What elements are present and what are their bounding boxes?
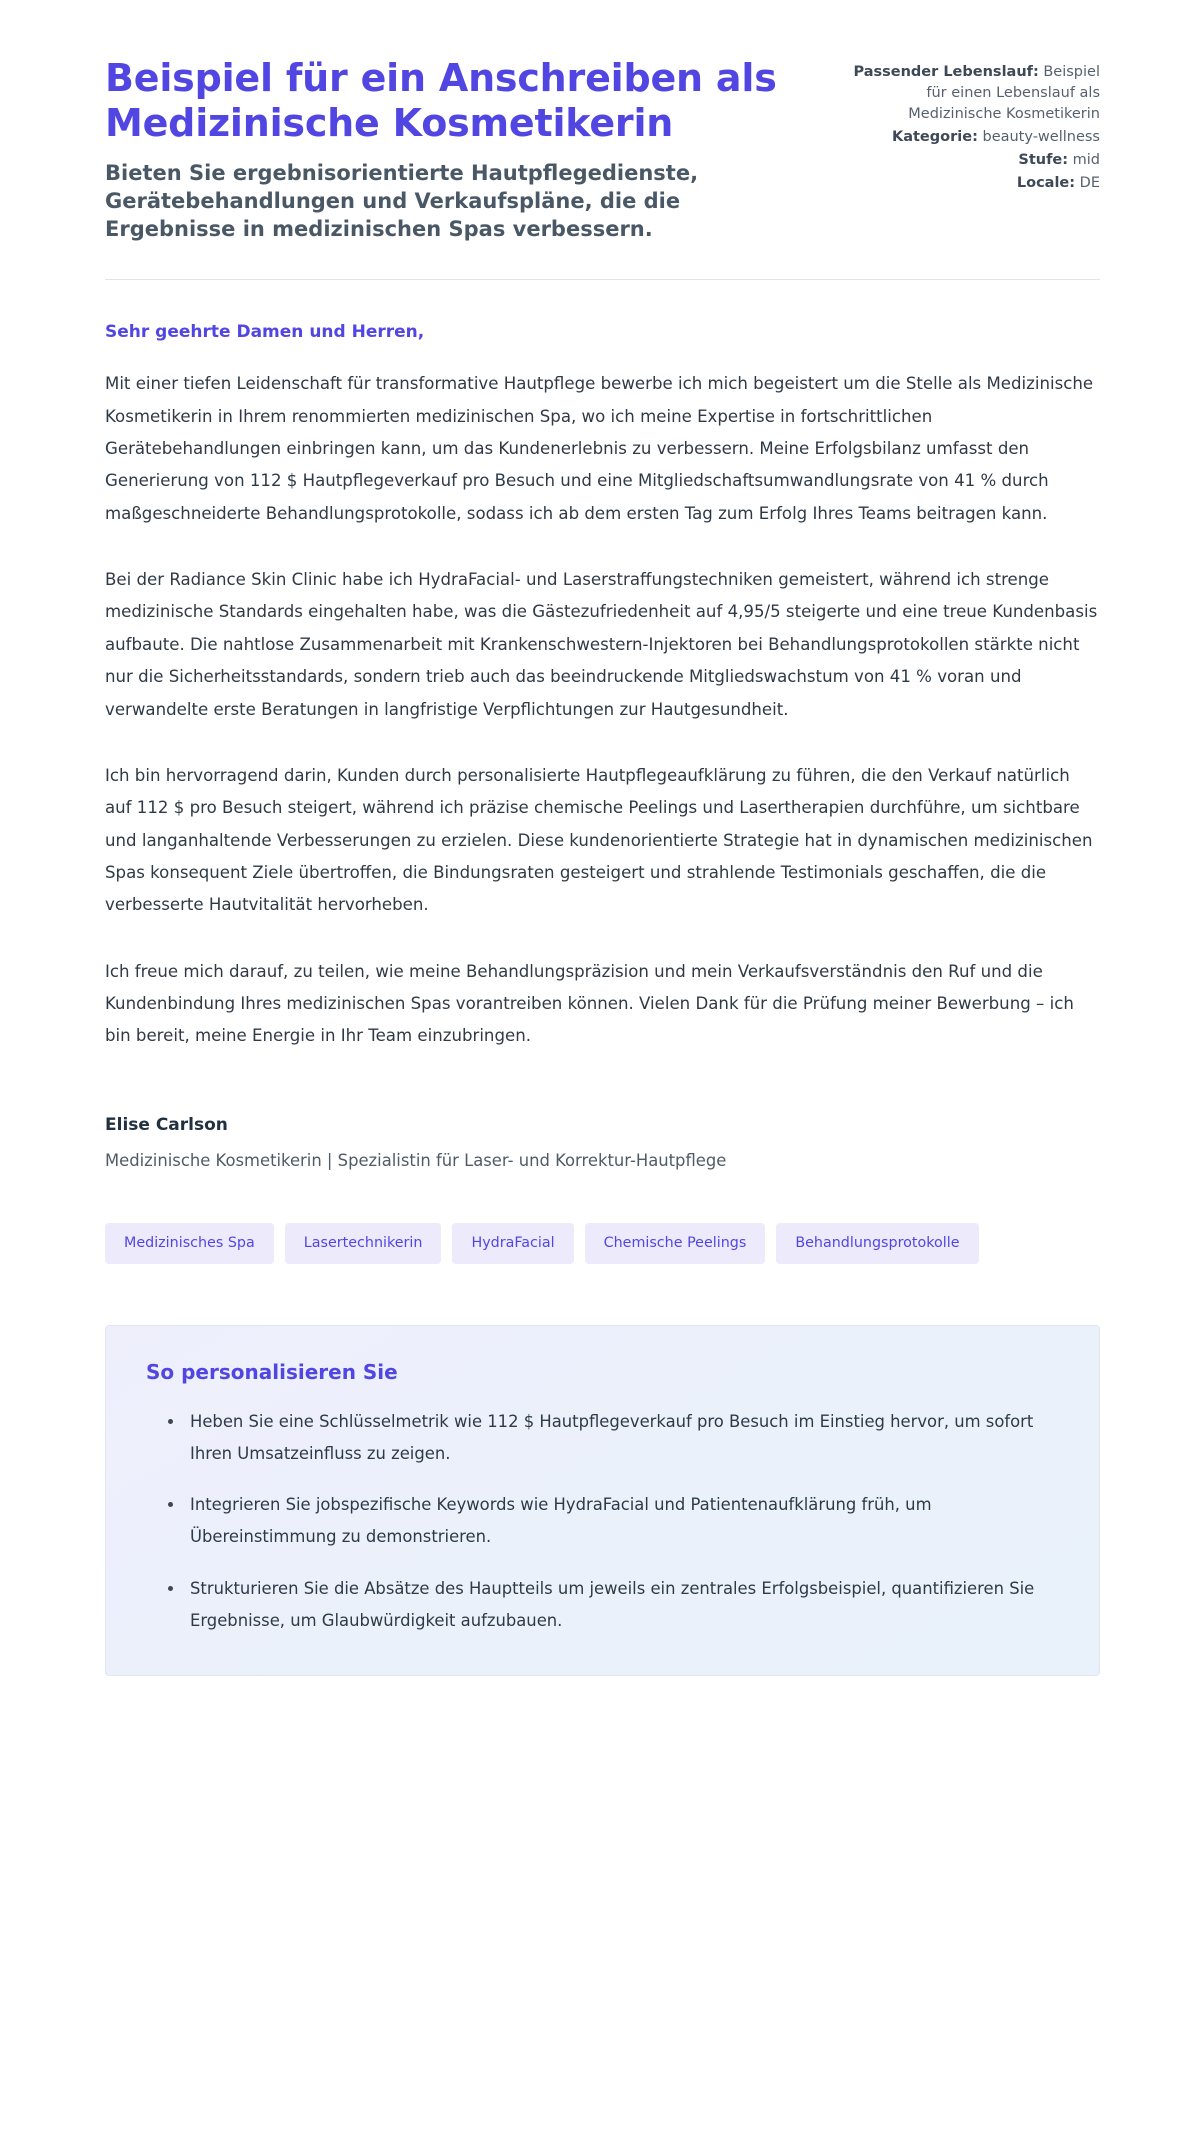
callout-title: So personalisieren Sie — [146, 1359, 398, 1384]
document-metadata — [830, 56, 1100, 196]
personalization-callout — [105, 1325, 1100, 1677]
callout-tip-item: Strukturieren Sie die Absätze des Hauptteils um jeweils ein zentrales Erfolgsbeispiel, quantifizieren Sie Ergebnisse, um Glaubwürdigkeit aufzubauen. — [168, 1573, 1059, 1637]
meta-category-label: Kategorie: — [891, 129, 978, 146]
letter-body — [105, 280, 1100, 1676]
page-subtitle: Bieten Sie ergebnisorientierte Hautpflegedienste, Gerätebehandlungen und Verkaufspläne, die die Ergebnisse in medizinischen Spas verbessern. — [105, 160, 699, 241]
page-title: Beispiel für ein Anschreiben als Medizinische Kosmetikerin — [105, 56, 777, 145]
tag-chip[interactable]: Chemische Peelings — [585, 1223, 766, 1263]
callout-tip-item: Heben Sie eine Schlüsselmetrik wie 112 $ Hautpflegeverkauf pro Besuch im Einstieg hervor, um sofort Ihren Umsatzeinfluss zu zeigen. — [168, 1406, 1059, 1470]
tag-chip[interactable]: Lasertechnikerin — [285, 1223, 442, 1263]
meta-matching-resume — [830, 62, 1100, 125]
tag-chip[interactable]: Behandlungsprotokolle — [776, 1223, 978, 1263]
tag-chip[interactable]: HydraFacial — [452, 1223, 573, 1263]
callout-tip-item: Integrieren Sie jobspezifische Keywords wie HydraFacial und Patientenaufklärung früh, um Übereinstimmung zu demonstrieren. — [168, 1489, 1059, 1553]
signature-name: Elise Carlson — [105, 1114, 228, 1135]
meta-level — [830, 150, 1100, 171]
letter-paragraph: Ich freue mich darauf, zu teilen, wie meine Behandlungspräzision und mein Verkaufsverständnis den Ruf und die Kundenbindung Ihres medizinischen Spas vorantreiben können. Vielen Dank für die Prüfung meiner Bewerbung – ich bin bereit, meine Energie in Ihr Team einzubringen. — [105, 961, 1074, 1046]
callout-tip-list — [146, 1406, 1059, 1638]
letter-paragraph: Bei der Radiance Skin Clinic habe ich HydraFacial- und Laserstraffungstechniken gemeistert, während ich strenge medizinische Standards eingehalten habe, was die Gästezufriedenheit auf 4,95/5 steigerte und eine treue Kundenbasis aufbaute. Die nahtlose Zusammenarbeit mit Krankenschwestern-Injektoren bei Behandlungsprotokollen stärkte nicht nur die Sicherheitsstandards, sondern trieb auch das beeindruckende Mitgliedswachstum von 41 % voran und verwandelte erste Beratungen in langfristige Verpflichtungen zur Hautgesundheit. — [105, 570, 1098, 719]
letter-salutation: Sehr geehrte Damen und Herren, — [105, 322, 425, 343]
meta-locale-value: DE — [1079, 175, 1100, 192]
signature-role: Medizinische Kosmetikerin | Spezialistin für Laser- und Korrektur-Hautpflege — [105, 1150, 727, 1170]
page-header — [105, 56, 1100, 243]
meta-category — [830, 127, 1100, 148]
meta-level-label: Stufe: — [1018, 152, 1069, 169]
letter-paragraph: Mit einer tiefen Leidenschaft für transformative Hautpflege bewerbe ich mich begeistert um die Stelle als Medizinische Kosmetikerin in Ihrem renommierten medizinischen Spa, wo ich meine Expertise in fortschrittlichen Gerätebehandlungen einbringen kann, um das Kundenerlebnis zu verbessern. Meine Erfolgsbilanz umfasst den Generierung von 112 $ Hautpflegeverkauf pro Besuch und eine Mitgliedschaftsumwandlungsrate von 41 % durch maßgeschneiderte Behandlungsprotokolle, sodass ich ab dem ersten Tag zum Erfolg Ihres Teams beitragen kann. — [105, 374, 1094, 523]
meta-level-value: mid — [1072, 152, 1100, 169]
meta-locale — [830, 173, 1100, 194]
meta-locale-label: Locale: — [1016, 175, 1076, 192]
tag-chip[interactable]: Medizinisches Spa — [105, 1223, 274, 1263]
meta-matching-resume-value: Beispiel für einen Lebenslauf als Medizinische Kosmetikerin — [908, 64, 1100, 123]
meta-matching-resume-label: Passender Lebenslauf: — [853, 64, 1039, 80]
signature-block — [105, 1115, 1100, 1174]
header-title-block — [105, 56, 785, 243]
meta-category-value: beauty-wellness — [982, 129, 1100, 146]
tag-list — [105, 1223, 1100, 1263]
letter-paragraph: Ich bin hervorragend darin, Kunden durch personalisierte Hautpflegeaufklärung zu führen, die den Verkauf natürlich auf 112 $ pro Besuch steigert, während ich präzise chemische Peelings und Lasertherapien durchführe, um sichtbare und langanhaltende Verbesserungen zu erzielen. Diese kundenorientierte Strategie hat in dynamischen medizinischen Spas konsequent Ziele übertroffen, die Bindungsraten gesteigert und strahlende Testimonials geschaffen, die die verbesserte Hautvitalität hervorheben. — [105, 765, 1093, 915]
